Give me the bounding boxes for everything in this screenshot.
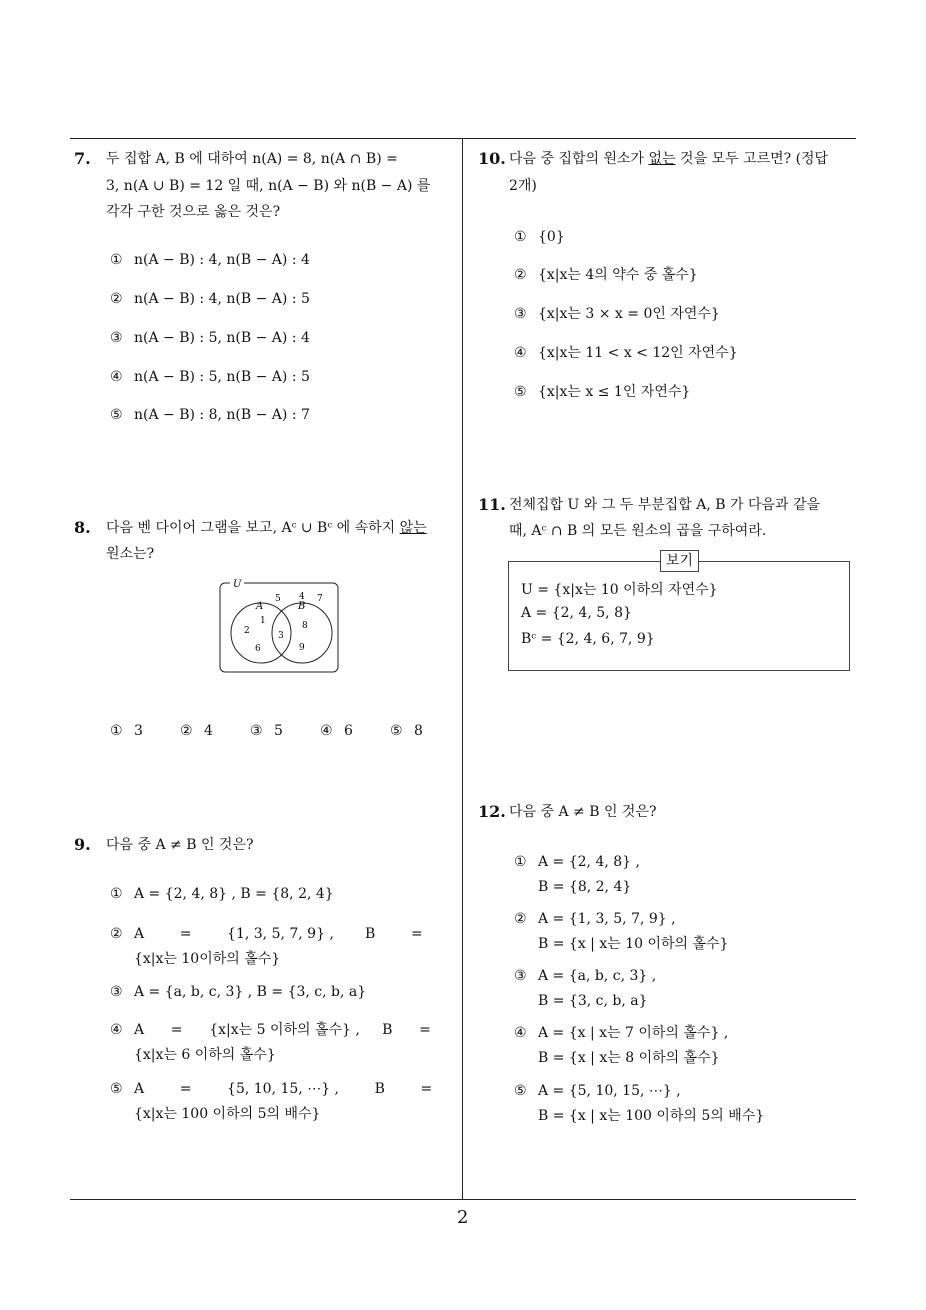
q9-option-5-cont: {x|x는 100 이하의 5의 배수} [134, 1106, 321, 1122]
q11-line2: 때, Aᶜ ∩ B 의 모든 원소의 곱을 구하여라. [509, 523, 767, 539]
option-mark: ③ [110, 984, 123, 1000]
option-mark: ② [110, 926, 123, 942]
q8-option-2[interactable] [180, 718, 213, 744]
venn-b-9: 9 [299, 643, 305, 653]
option-mark: ① [110, 252, 123, 268]
q9-option-5[interactable] [110, 1076, 432, 1102]
page-number: 2 [457, 1207, 469, 1228]
q7-option-5[interactable] [110, 402, 310, 428]
option-text: A = {5, 10, 15, ⋯} , B = [134, 1081, 433, 1097]
option-mark: ③ [110, 330, 123, 346]
q10-option-3[interactable] [514, 301, 720, 327]
q10-number: 10. [478, 149, 506, 168]
option-text: {x|x는 4의 약수 중 홀수} [538, 267, 698, 283]
q12-number: 12. [478, 802, 506, 821]
q12-option-3-b: B = {3, c, b, a} [538, 993, 648, 1009]
option-text: A = {2, 4, 8} , [538, 854, 640, 870]
option-text: 3 [134, 723, 143, 739]
q12-option-4-b: B = {x | x는 8 이하의 홀수} [538, 1050, 720, 1066]
q7-option-1[interactable] [110, 247, 310, 273]
q11-number: 11. [478, 495, 506, 514]
option-text: {x|x는 x ≤ 1인 자연수} [538, 384, 691, 400]
q7-option-2[interactable] [110, 286, 310, 312]
option-text: A = {1, 3, 5, 7, 9} , [538, 911, 676, 927]
option-mark: ② [180, 723, 193, 739]
venn-a-1: 1 [260, 616, 266, 626]
venn-label-a: A [256, 601, 264, 612]
q10-option-4[interactable] [514, 340, 738, 366]
q10-line2: 2개) [509, 178, 537, 194]
q10-line1-pre: 다음 중 집합의 원소가 [509, 151, 649, 167]
q10-line1 [509, 146, 828, 173]
q10-line1-post: 것을 모두 고르면? (정답 [675, 151, 829, 167]
option-text: A = {5, 10, 15, ⋯} , [538, 1083, 681, 1099]
option-mark: ① [110, 723, 123, 739]
q9-option-2-cont: {x|x는 10이하의 홀수} [134, 951, 281, 967]
q12-option-5-b: B = {x | x는 100 이하의 5의 배수} [538, 1108, 765, 1124]
q11-box-line-1: U = {x|x는 10 이하의 자연수} [521, 582, 718, 598]
q12-option-2[interactable] [514, 906, 676, 932]
option-text: n(A − B) : 4, n(B − A) : 4 [134, 252, 310, 268]
q9-option-1[interactable] [110, 881, 334, 907]
option-mark: ⑤ [110, 407, 123, 423]
q8-option-4[interactable] [320, 718, 353, 744]
option-mark: ① [514, 229, 527, 245]
option-text: n(A − B) : 8, n(B − A) : 7 [134, 407, 310, 423]
option-mark: ③ [514, 306, 527, 322]
q8-line1 [106, 515, 427, 542]
q12-option-4[interactable] [514, 1020, 728, 1046]
q8-line2: 원소는? [106, 546, 155, 562]
option-text: A = {a, b, c, 3} , B = {3, c, b, a} [134, 984, 367, 1000]
option-text: A = {1, 3, 5, 7, 9} , B = [134, 926, 423, 942]
venn-outside-4: 4 [299, 592, 305, 602]
q9-option-4[interactable] [110, 1017, 431, 1043]
option-mark: ④ [110, 369, 123, 385]
option-text: {0} [538, 229, 565, 245]
option-text: n(A − B) : 4, n(B − A) : 5 [134, 291, 310, 307]
q10-option-1[interactable] [514, 224, 565, 250]
venn-label-u: U [233, 579, 242, 590]
q11-line1: 전체집합 U 와 그 두 부분집합 A, B 가 다음과 같을 [509, 497, 821, 513]
q10-option-2[interactable] [514, 262, 698, 288]
option-mark: ③ [250, 723, 263, 739]
q12-option-5[interactable] [514, 1078, 681, 1104]
q10-option-5[interactable] [514, 379, 690, 405]
option-text: 6 [344, 723, 353, 739]
venn-label-b: B [298, 601, 306, 612]
option-text: 4 [204, 723, 213, 739]
venn-b-8: 8 [302, 621, 308, 631]
option-mark: ④ [110, 1022, 123, 1038]
option-mark: ② [110, 291, 123, 307]
option-mark: ⑤ [390, 723, 403, 739]
option-mark: ③ [514, 968, 527, 984]
option-mark: ④ [514, 345, 527, 361]
option-mark: ⑤ [110, 1081, 123, 1097]
q8-option-5[interactable] [390, 718, 423, 744]
option-text: n(A − B) : 5, n(B − A) : 4 [134, 330, 310, 346]
venn-a-2: 2 [244, 626, 250, 636]
q9-option-3[interactable] [110, 979, 366, 1005]
q9-line1: 다음 중 A ≠ B 인 것은? [106, 837, 254, 853]
q12-line1: 다음 중 A ≠ B 인 것은? [509, 804, 657, 820]
q8-option-3[interactable] [250, 718, 283, 744]
option-mark: ④ [320, 723, 333, 739]
q12-option-3[interactable] [514, 963, 656, 989]
q9-option-2[interactable] [110, 921, 423, 947]
option-mark: ④ [514, 1025, 527, 1041]
option-text: A = {2, 4, 8} , B = {8, 2, 4} [134, 886, 334, 902]
q8-underlined-word: 않는 [399, 520, 427, 536]
q12-option-1-b: B = {8, 2, 4} [538, 879, 632, 895]
q7-option-3[interactable] [110, 325, 310, 351]
q9-number: 9. [74, 835, 91, 854]
q8-option-1[interactable] [110, 718, 143, 744]
option-mark: ⑤ [514, 1083, 527, 1099]
q7-line2: 3, n(A ∪ B) = 12 일 때, n(A − B) 와 n(B − A) 를 [106, 178, 431, 194]
option-mark: ② [514, 911, 527, 927]
q9-option-4-cont: {x|x는 6 이하의 홀수} [134, 1047, 276, 1063]
q7-line3: 각각 구한 것으로 옳은 것은? [106, 204, 281, 220]
option-text: n(A − B) : 5, n(B − A) : 5 [134, 369, 310, 385]
q11-box-title: 보기 [660, 550, 699, 572]
column-divider [462, 139, 463, 1200]
option-mark: ② [514, 267, 527, 283]
q10-underlined-word: 없는 [648, 151, 676, 167]
q12-option-1[interactable] [514, 849, 640, 875]
q11-box-line-2: A = {2, 4, 5, 8} [521, 605, 632, 621]
option-text: 5 [274, 723, 283, 739]
option-mark: ① [514, 854, 527, 870]
bottom-rule [70, 1199, 856, 1200]
q12-option-2-b: B = {x | x는 10 이하의 홀수} [538, 936, 729, 952]
option-text: {x|x는 3 × x = 0인 자연수} [538, 306, 720, 322]
option-mark: ⑤ [514, 384, 527, 400]
venn-outside-7: 7 [317, 594, 323, 604]
q11-box-line-3: Bᶜ = {2, 4, 6, 7, 9} [521, 631, 655, 647]
option-mark: ① [110, 886, 123, 902]
option-text: A = {a, b, c, 3} , [538, 968, 657, 984]
q7-number: 7. [74, 149, 91, 168]
option-text: 8 [414, 723, 423, 739]
q8-number: 8. [74, 518, 91, 537]
venn-a-6: 6 [255, 644, 261, 654]
option-text: {x|x는 11 < x < 12인 자연수} [538, 345, 738, 361]
venn-diagram [218, 577, 342, 675]
q7-line1: 두 집합 A, B 에 대하여 n(A) = 8, n(A ∩ B) = [106, 151, 398, 167]
venn-outside-5: 5 [275, 594, 281, 604]
top-rule [70, 138, 856, 139]
option-text: A = {x|x는 5 이하의 홀수} , B = [134, 1022, 431, 1038]
option-text: A = {x | x는 7 이하의 홀수} , [538, 1025, 729, 1041]
q8-line1-text: 다음 벤 다이어 그램을 보고, Aᶜ ∪ Bᶜ 에 속하지 [106, 520, 400, 536]
venn-both-3: 3 [278, 631, 284, 641]
q7-option-4[interactable] [110, 364, 310, 390]
